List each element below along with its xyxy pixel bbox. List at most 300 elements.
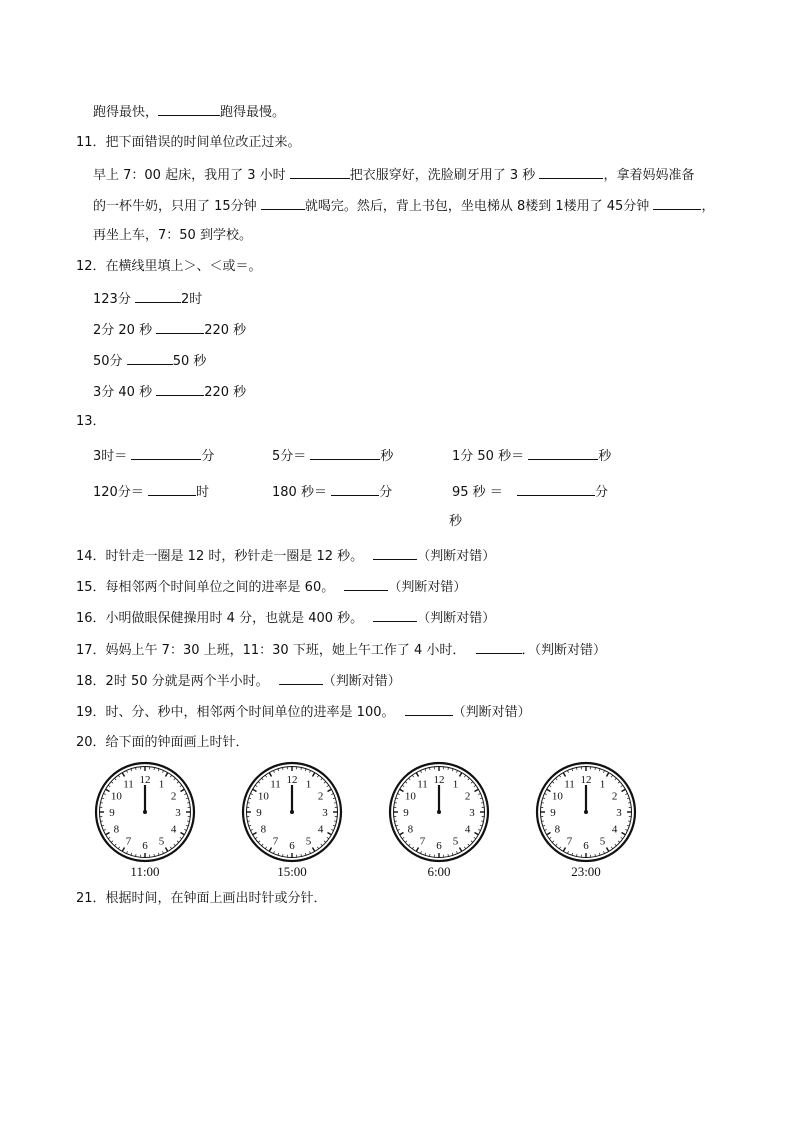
clock-tick — [321, 778, 323, 780]
clock-tick — [402, 837, 404, 838]
clock-numeral: 6 — [289, 840, 295, 852]
clock-tick — [543, 825, 545, 826]
clock-tick — [480, 798, 482, 799]
clock-tick — [416, 773, 418, 777]
clock-numeral: 3 — [322, 807, 328, 819]
clock-tick — [328, 789, 332, 791]
q12-item — [93, 320, 246, 340]
q13-blank[interactable] — [131, 446, 201, 460]
clock-tick — [599, 769, 600, 771]
clock-center-dot — [437, 810, 441, 814]
judge-question: 17．妈妈上午 7：30 上班，11：30 下班，她上午工作了 4 小时． — [76, 643, 466, 658]
judge-item — [76, 640, 606, 660]
clock-tick — [126, 770, 127, 772]
clock-tick — [273, 770, 274, 772]
clock-numeral: 3 — [469, 807, 475, 819]
q12-left: 2分 20 秒 — [93, 323, 153, 338]
clock-tick — [265, 775, 266, 777]
q10-blank-1[interactable] — [158, 102, 220, 116]
q11-blank-2[interactable] — [539, 165, 603, 179]
clock-tick — [478, 829, 480, 830]
clock-tick — [269, 773, 271, 777]
clock-tick — [409, 778, 411, 780]
clock-tick — [309, 770, 310, 772]
clock-face[interactable] — [240, 760, 344, 864]
q13-wrap-tail: 秒 — [449, 514, 463, 529]
clock-numeral: 6 — [436, 840, 442, 852]
clock-tick — [468, 844, 470, 846]
clock-tick — [122, 773, 124, 777]
clock-numeral: 7 — [419, 835, 426, 848]
clock-tick — [475, 789, 479, 791]
clock-tick — [559, 775, 560, 777]
clock-tick — [102, 798, 104, 799]
clock-tick — [115, 844, 117, 846]
judge-tail: （判断对错） — [417, 549, 496, 564]
clock-numeral: 12 — [286, 774, 298, 786]
clock-tick — [170, 775, 171, 777]
judge-tail: （判断对错） — [388, 580, 467, 595]
clock-face[interactable] — [534, 760, 638, 864]
judge-item — [76, 671, 401, 691]
q13-unit: 秒 — [380, 449, 394, 464]
clock-numeral: 2 — [170, 790, 177, 803]
clock-tick — [611, 775, 612, 777]
clock-numeral: 8 — [113, 823, 120, 836]
clock-tick — [327, 837, 329, 838]
q10-text-1: 跑得最快， — [93, 105, 159, 120]
clock-tick — [249, 825, 251, 826]
clock-numeral: 4 — [170, 823, 177, 836]
clock-tick — [258, 841, 260, 843]
clock-numeral: 4 — [317, 823, 324, 836]
judge-item — [76, 546, 495, 566]
clock-tick — [402, 785, 404, 786]
clock-tick — [103, 793, 105, 794]
clock-numeral: 10 — [404, 790, 416, 803]
clock-numeral: 5 — [452, 835, 459, 848]
judge-blank[interactable] — [476, 640, 522, 654]
clock-tick — [324, 782, 326, 784]
clock-tick — [456, 770, 457, 772]
q12-title: 12．在横线里填上＞、＜或＝。 — [76, 259, 262, 274]
clock-numeral: 11 — [564, 778, 575, 791]
clock-tick — [543, 798, 545, 799]
judge-tail: ．（判断对错） — [521, 643, 607, 658]
clock-tick — [186, 798, 188, 799]
clock-tick — [599, 853, 600, 855]
clock-tick — [106, 833, 110, 835]
clock-tick — [278, 853, 279, 855]
q13-cell — [93, 482, 209, 502]
clock-tick — [625, 793, 627, 794]
clock-tick — [174, 844, 176, 846]
clock-tick — [255, 837, 257, 838]
clock-tick — [618, 841, 620, 843]
clock-tick — [603, 770, 604, 772]
clock-tick — [249, 798, 251, 799]
judge-question: 18．2时 50 分就是两个半小时。 — [76, 674, 269, 689]
q12-right: 2时 — [180, 292, 203, 307]
judge-item — [76, 608, 495, 628]
clock-numeral: 2 — [317, 790, 324, 803]
q13-left: 95 秒 ＝ — [452, 485, 503, 500]
clock-tick — [468, 778, 470, 780]
q12-item — [93, 289, 202, 309]
clock-tick — [552, 841, 554, 843]
clock-tick — [184, 793, 186, 794]
q11-blank-1[interactable] — [290, 165, 350, 179]
q12-right: 220 秒 — [204, 323, 247, 338]
q12-item — [93, 351, 206, 371]
q11-blank-3[interactable] — [261, 196, 305, 210]
clock-tick — [324, 841, 326, 843]
clock-tick — [478, 793, 480, 794]
q11-text: 就喝完。然后，背上书包，坐电梯从 8楼到 1楼用了 45分钟 — [304, 199, 650, 214]
q12-blank[interactable] — [156, 382, 204, 396]
q13-unit: 秒 — [598, 449, 612, 464]
clock-tick — [250, 829, 252, 830]
q13-unit: 分 — [379, 485, 393, 500]
clock-tick — [327, 785, 329, 786]
clock-tick — [305, 769, 306, 771]
clock-tick — [425, 769, 426, 771]
clock-tick — [627, 825, 629, 826]
clock-tick — [131, 769, 132, 771]
clock-numeral: 10 — [551, 790, 563, 803]
clock-tick — [321, 844, 323, 846]
clock-numeral: 8 — [554, 823, 561, 836]
judge-tail: （判断对错） — [322, 674, 401, 689]
q13-left: 1分 50 秒＝ — [452, 449, 525, 464]
q13-left: 3时＝ — [93, 449, 128, 464]
clock-tick — [420, 770, 421, 772]
clock-numeral: 3 — [175, 807, 181, 819]
clock-numeral: 4 — [464, 823, 471, 836]
clock-tick — [567, 851, 568, 853]
q11-line-3: 再坐上车，7：50 到学校。 — [93, 228, 252, 243]
clock-tick — [603, 851, 604, 853]
q13-left: 120分＝ — [93, 485, 144, 500]
clock-tick — [409, 844, 411, 846]
clock-tick — [186, 825, 188, 826]
clock-numeral: 9 — [403, 807, 409, 819]
clock-numeral: 12 — [139, 774, 151, 786]
clock-tick — [111, 841, 113, 843]
q12-item — [93, 382, 246, 402]
clock-tick — [177, 841, 179, 843]
clock-tick — [177, 782, 179, 784]
clock-tick — [111, 782, 113, 784]
clock-tick — [269, 848, 271, 852]
clock-face[interactable] — [93, 760, 197, 864]
clock-tick — [607, 773, 609, 777]
clock-tick — [475, 833, 479, 835]
clock-tick — [567, 770, 568, 772]
clock-numeral: 1 — [452, 778, 459, 791]
judge-question: 19．时、分、秒中，相邻两个时间单位的进率是 100。 — [76, 705, 395, 720]
clock-tick — [412, 775, 413, 777]
clock-tick — [265, 847, 266, 849]
clock-center-dot — [290, 810, 294, 814]
q11-text: ， — [701, 199, 715, 214]
judge-blank[interactable] — [344, 577, 388, 591]
clock-tick — [544, 829, 546, 830]
judge-question: 15．每相邻两个时间单位之间的进率是 60。 — [76, 580, 335, 595]
clock-tick — [122, 848, 124, 852]
clock-tick — [331, 829, 333, 830]
judge-blank[interactable] — [279, 671, 323, 685]
clock-tick — [184, 829, 186, 830]
clock-caption: 23:00 — [571, 864, 601, 879]
q11-line-2 — [93, 196, 714, 216]
judge-question: 14．时针走一圈是 12 时，秒针走一圈是 12 秒。 — [76, 549, 364, 564]
judge-blank[interactable] — [405, 702, 453, 716]
clock-tick — [618, 782, 620, 784]
clock-tick — [106, 789, 110, 791]
clock-tick — [474, 837, 476, 838]
clock-tick — [253, 833, 257, 835]
judge-question: 16．小明做眼保健操用时 4 分，也就是 400 秒。 — [76, 611, 364, 626]
q11-title: 11．把下面错误的时间单位改正过来。 — [76, 135, 301, 150]
clock-caption: 15:00 — [277, 864, 307, 879]
q10-line — [93, 102, 285, 122]
clock-numeral: 10 — [257, 790, 269, 803]
clock-tick — [452, 769, 453, 771]
clock-center-dot — [584, 810, 588, 814]
clock-tick — [317, 775, 318, 777]
clock-caption: 11:00 — [130, 864, 160, 879]
clock-tick — [313, 773, 315, 777]
clock-tick — [622, 789, 626, 791]
clock-face[interactable] — [387, 760, 491, 864]
clock-tick — [118, 775, 119, 777]
clock-tick — [547, 833, 551, 835]
clock-tick — [278, 769, 279, 771]
judge-item — [76, 577, 466, 597]
clock-tick — [397, 793, 399, 794]
q13-title: 13． — [76, 414, 106, 429]
clock-tick — [563, 848, 565, 852]
clock-numeral: 9 — [550, 807, 556, 819]
clock-tick — [559, 847, 560, 849]
clock-tick — [621, 785, 623, 786]
clock-tick — [464, 847, 465, 849]
clock-numeral: 5 — [158, 835, 165, 848]
clock-tick — [607, 848, 609, 852]
clock-numeral: 5 — [599, 835, 606, 848]
clock-tick — [549, 785, 551, 786]
clock-tick — [102, 825, 104, 826]
q12-left: 123分 — [93, 292, 131, 307]
clock-tick — [181, 789, 185, 791]
q13-blank[interactable] — [331, 482, 379, 496]
clock-tick — [412, 847, 413, 849]
clock-tick — [103, 829, 105, 830]
clock-tick — [396, 798, 398, 799]
clock-tick — [180, 785, 182, 786]
clock-tick — [108, 785, 110, 786]
clock-tick — [480, 825, 482, 826]
clock-tick — [405, 841, 407, 843]
clock-caption: 6:00 — [427, 864, 451, 879]
clock-tick — [162, 770, 163, 772]
q13-cell — [452, 446, 611, 466]
q20-title: 20．给下面的钟面画上时针． — [76, 735, 249, 750]
q12-left: 50分 — [93, 354, 123, 369]
q13-unit: 分 — [201, 449, 215, 464]
clock-tick — [131, 853, 132, 855]
clock-tick — [549, 837, 551, 838]
q13-left: 5分＝ — [272, 449, 307, 464]
clock-tick — [611, 847, 612, 849]
clock-tick — [572, 853, 573, 855]
q11-line-1 — [93, 165, 694, 185]
clock-tick — [452, 853, 453, 855]
q12-blank[interactable] — [135, 289, 181, 303]
clock-tick — [333, 798, 335, 799]
clock-tick — [273, 851, 274, 853]
q13-cell — [272, 482, 392, 502]
clock-tick — [181, 833, 185, 835]
clock-tick — [158, 853, 159, 855]
q13-unit: 时 — [195, 485, 209, 500]
clock-tick — [464, 775, 465, 777]
clock-tick — [627, 798, 629, 799]
clock-numeral: 8 — [260, 823, 267, 836]
clock-numeral: 1 — [305, 778, 312, 791]
clock-tick — [158, 769, 159, 771]
clock-tick — [556, 844, 558, 846]
clock-tick — [456, 851, 457, 853]
clock-tick — [309, 851, 310, 853]
q13-left: 180 秒＝ — [272, 485, 327, 500]
q12-right: 220 秒 — [204, 385, 247, 400]
clock-tick — [471, 841, 473, 843]
clock-tick — [262, 844, 264, 846]
clock-numeral: 3 — [616, 807, 622, 819]
clock-numeral: 7 — [566, 835, 573, 848]
q12-blank[interactable] — [156, 320, 204, 334]
clock-tick — [547, 789, 551, 791]
clock-numeral: 7 — [272, 835, 279, 848]
clock-tick — [333, 825, 335, 826]
clock-tick — [166, 848, 168, 852]
clock-tick — [305, 853, 306, 855]
q13-blank[interactable] — [148, 482, 196, 496]
q13-cell — [93, 446, 214, 466]
clock-numeral: 2 — [464, 790, 471, 803]
clock-tick — [331, 793, 333, 794]
clock-tick — [180, 837, 182, 838]
clock-numeral: 12 — [580, 774, 592, 786]
clock-numeral: 6 — [142, 840, 148, 852]
clock-tick — [400, 789, 404, 791]
judge-tail: （判断对错） — [452, 705, 531, 720]
clock-tick — [170, 847, 171, 849]
clock-numeral: 11 — [123, 778, 134, 791]
judge-blank[interactable] — [373, 546, 417, 560]
clock-tick — [118, 847, 119, 849]
clock-tick — [313, 848, 315, 852]
judge-blank[interactable] — [373, 608, 417, 622]
judge-tail: （判断对错） — [417, 611, 496, 626]
clock-numeral: 6 — [583, 840, 589, 852]
clock-tick — [405, 782, 407, 784]
q21-title: 21．根据时间，在钟面上画出时针或分针． — [76, 891, 327, 906]
q11-text: 把衣服穿好，洗脸刷牙用了 3 秒 — [349, 168, 536, 183]
clock-tick — [420, 851, 421, 853]
judge-item — [76, 702, 531, 722]
clock-tick — [162, 851, 163, 853]
clock-numeral: 10 — [110, 790, 122, 803]
clock-numeral: 1 — [158, 778, 165, 791]
clock-tick — [250, 793, 252, 794]
clock-tick — [262, 778, 264, 780]
clock-tick — [544, 793, 546, 794]
q13-blank[interactable] — [310, 446, 380, 460]
clock-tick — [416, 848, 418, 852]
clock-tick — [474, 785, 476, 786]
clock-tick — [460, 848, 462, 852]
clock-numeral: 7 — [125, 835, 132, 848]
clock-tick — [622, 833, 626, 835]
clock-tick — [572, 769, 573, 771]
clock-tick — [174, 778, 176, 780]
clock-numeral: 11 — [417, 778, 428, 791]
q12-blank[interactable] — [127, 351, 173, 365]
clock-tick — [556, 778, 558, 780]
clock-tick — [400, 833, 404, 835]
q11-blank-4[interactable] — [653, 196, 701, 210]
q13-cell — [272, 446, 393, 466]
clock-tick — [115, 778, 117, 780]
q11-text: 的一杯牛奶，只用了 15分钟 — [93, 199, 257, 214]
q11-text: 早上 7：00 起床，我用了 3 小时 — [93, 168, 286, 183]
clock-tick — [615, 844, 617, 846]
clock-tick — [396, 825, 398, 826]
clock-numeral: 9 — [109, 807, 115, 819]
q10-text-2: 跑得最慢。 — [220, 105, 286, 120]
clock-tick — [471, 782, 473, 784]
clock-numeral: 4 — [611, 823, 618, 836]
clock-numeral: 5 — [305, 835, 312, 848]
clock-numeral: 8 — [407, 823, 414, 836]
clock-tick — [397, 829, 399, 830]
clock-tick — [317, 847, 318, 849]
clock-numeral: 2 — [611, 790, 618, 803]
clock-tick — [258, 782, 260, 784]
clock-tick — [425, 853, 426, 855]
clock-tick — [108, 837, 110, 838]
q13-blank[interactable] — [517, 482, 595, 496]
clock-tick — [625, 829, 627, 830]
clock-tick — [328, 833, 332, 835]
q13-blank[interactable] — [528, 446, 598, 460]
clock-numeral: 11 — [270, 778, 281, 791]
clock-tick — [166, 773, 168, 777]
clock-tick — [460, 773, 462, 777]
clock-tick — [253, 789, 257, 791]
q12-left: 3分 40 秒 — [93, 385, 153, 400]
q13-cell — [452, 482, 608, 502]
clock-numeral: 9 — [256, 807, 262, 819]
clock-tick — [621, 837, 623, 838]
q12-right: 50 秒 — [172, 354, 207, 369]
clock-tick — [552, 782, 554, 784]
clock-tick — [615, 778, 617, 780]
clock-tick — [563, 773, 565, 777]
